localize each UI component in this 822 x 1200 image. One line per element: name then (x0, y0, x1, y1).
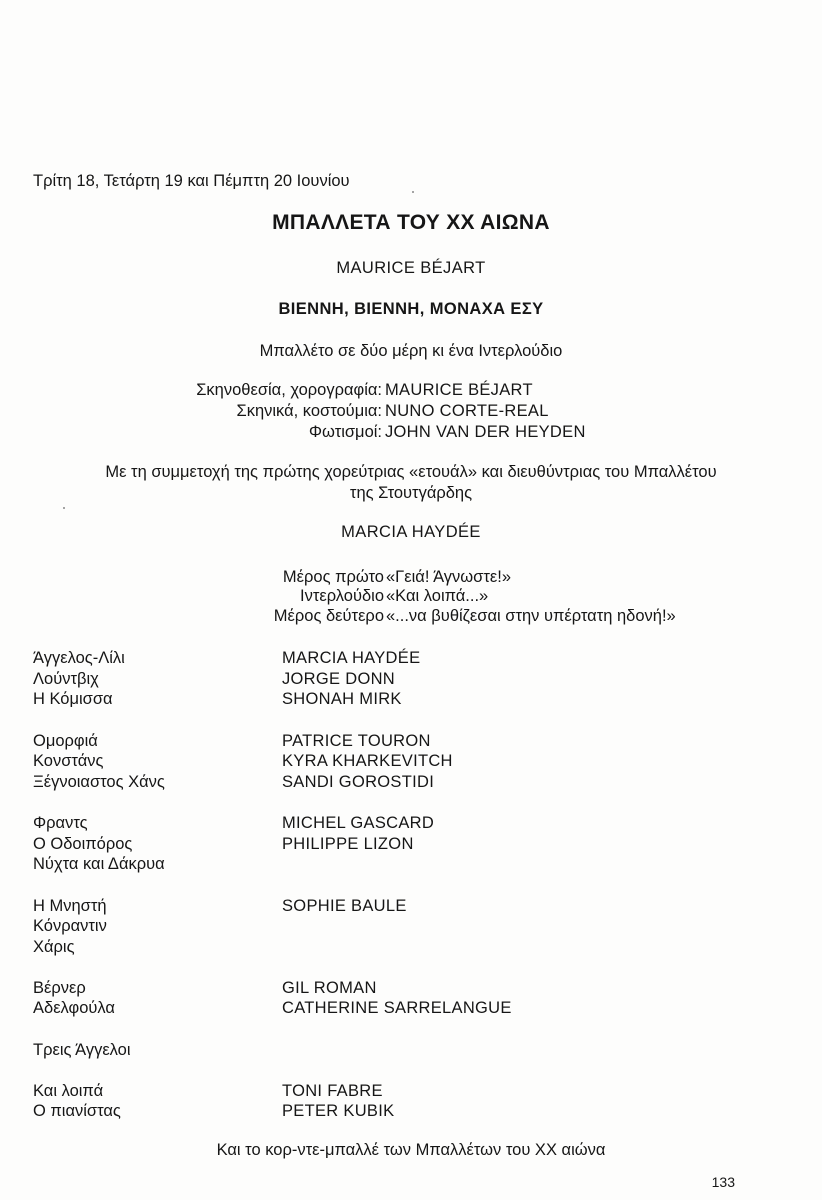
cast-role: Λούντβιχ (33, 670, 99, 688)
participation-line-1: Με τη συμμετοχή της πρώτης χορεύτριας «ετουάλ» και διευθύντριας του Μπαλλέτου (105, 463, 717, 481)
cast-role: Και λοιπά (33, 1082, 104, 1100)
cast-role: Φραντς (33, 814, 88, 832)
cast-dancer: TONI FABRE (282, 1082, 383, 1100)
credit-label-lighting: Φωτισμοί: (308, 423, 382, 441)
scan-speck (412, 191, 414, 193)
guest-star-name: MARCIA HAYDÉE (341, 523, 481, 541)
cast-role: Κονστάνς (33, 752, 104, 770)
cast-dancer: PHILIPPE LIZON (282, 835, 414, 853)
part-value-interlude: «Και λοιπά...» (386, 587, 489, 605)
cast-role: Τρεις Άγγελοι (33, 1041, 131, 1059)
cast-role: Χάρις (33, 938, 75, 956)
cast-role: Κόνραντιν (33, 917, 107, 935)
choreographer-name: MAURICE BÉJART (336, 259, 486, 277)
part-value-first: «Γειά! Άγνωστε!» (386, 568, 511, 586)
cast-role: Ο Οδοιπόρος (33, 835, 133, 853)
credit-value-sets: NUNO CORTE-REAL (385, 402, 549, 420)
credit-value-direction: MAURICE BÉJART (385, 381, 533, 399)
credit-label-direction: Σκηνοθεσία, χορογραφία: (196, 381, 382, 399)
cast-role: Βέρνερ (33, 979, 86, 997)
cast-dancer: CATHERINE SARRELANGUE (282, 999, 512, 1017)
credit-label-sets: Σκηνικά, κοστούμια: (236, 402, 382, 420)
cast-role: Η Κόμισσα (33, 690, 113, 708)
cast-role: Ο πιανίστας (33, 1102, 121, 1120)
cast-dancer: SANDI GOROSTIDI (282, 773, 435, 791)
cast-role: Ξέγνοιαστος Χάνς (33, 773, 165, 791)
cast-role: Αδελφούλα (33, 999, 115, 1017)
part-value-second: «...να βυθίζεσαι στην υπέρτατη ηδονή!» (386, 607, 676, 625)
credit-value-lighting: JOHN VAN DER HEYDEN (385, 423, 586, 441)
part-label-first: Μέρος πρώτο (282, 568, 384, 586)
cast-dancer: KYRA KHARKEVITCH (282, 752, 453, 770)
cast-role: Νύχτα και Δάκρυα (33, 855, 165, 873)
cast-dancer: GIL ROMAN (282, 979, 377, 997)
work-description: Μπαλλέτο σε δύο μέρη κι ένα Ιντερλούδιο (259, 342, 563, 360)
corps-de-ballet-line: Και το κορ-ντε-μπαλλέ των Μπαλλέτων του XX αιώνα (216, 1141, 606, 1159)
part-label-interlude: Ιντερλούδιο (299, 587, 384, 605)
page-number: 133 (711, 1174, 735, 1190)
cast-dancer: SOPHIE BAULE (282, 897, 407, 915)
cast-role: Ομορφιά (33, 732, 98, 750)
participation-line-2: της Στουτγάρδης (349, 484, 473, 502)
cast-dancer: PETER KUBIK (282, 1102, 395, 1120)
cast-dancer: PATRICE TOURON (282, 732, 431, 750)
work-title: ΒΙΕΝΝΗ, ΒΙΕΝΝΗ, ΜΟΝΑΧΑ ΕΣΥ (278, 300, 544, 318)
performance-dates: Τρίτη 18, Τετάρτη 19 και Πέμπτη 20 Ιουνίου (33, 172, 350, 190)
cast-role: Άγγελος-Λίλι (33, 649, 125, 667)
part-label-second: Μέρος δεύτερο (273, 607, 384, 625)
cast-dancer: JORGE DONN (282, 670, 396, 688)
scan-speck (63, 507, 65, 509)
cast-dancer: MICHEL GASCARD (282, 814, 435, 832)
cast-dancer: MARCIA HAYDÉE (282, 649, 421, 667)
company-title: ΜΠΑΛΛΕΤΑ ΤΟΥ ΧΧ ΑΙΩΝΑ (272, 211, 550, 234)
cast-dancer: SHONAH MIRK (282, 690, 402, 708)
cast-role: Η Μνηστή (33, 897, 107, 915)
